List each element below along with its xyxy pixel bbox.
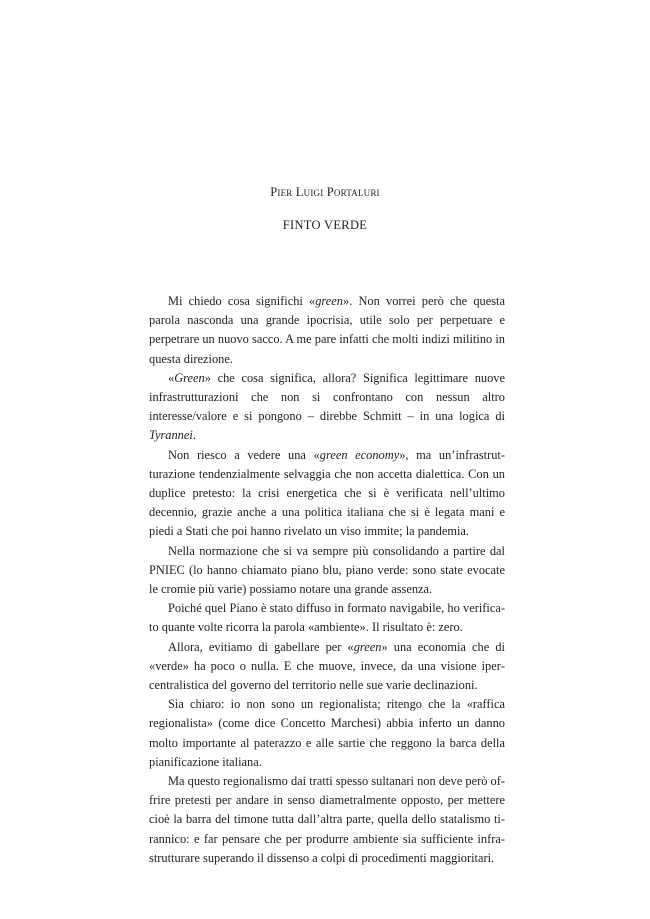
text-run: Non riesco a vedere una « — [168, 447, 320, 462]
italic-text: green — [315, 294, 343, 308]
article-body — [149, 292, 505, 868]
italic-text: green — [353, 639, 382, 654]
paragraph — [149, 446, 505, 542]
text-run: », ma un’infrastrutturazione tendenzialmente selvaggia che non accetta dialettica. Con un duplice pretesto: la crisi energetica che si è verificata nell’ultimo decennio, grazie anche a una politica italiana che si è legata mani e piedi a Stati che poi hanno rivelato un viso immite; la pandemia. — [149, 447, 506, 539]
author-name: Pier Luigi Portaluri — [270, 185, 380, 199]
article-title: FINTO VERDE — [282, 218, 368, 232]
text-run: Poiché quel Piano è stato diffuso in formato navigabile, ho verificato quante volte ricorra la parola «ambiente». Il risultato è: zero. — [149, 601, 505, 635]
italic-text: Green — [174, 370, 205, 385]
text-run: ». Non vorrei però che questa parola nasconda una grande ipocrisia, utile solo per perpetuare e perpetrare un nuovo sacco. A me pare infatti che molti indizi militino in questa direzione. — [149, 294, 505, 366]
paragraph — [149, 772, 505, 868]
italic-text: Tyrannei — [149, 428, 193, 443]
text-run: Ma questo regionalismo dai tratti spesso sultanari non deve però offrire pretesti per andare in senso diametralmente opposto, per mettere cioè la barra del timone tutta dall’altra parte, quella dello statalismo tirannico: e far pensare che per produrre ambiente sia sufficiente infrastrutturare superando il dissenso a colpi di procedimenti maggioritari. — [149, 774, 505, 865]
paragraph — [149, 292, 505, 369]
text-run: » una economia che di «verde» ha poco o nulla. E che muove, invece, da una visione ipercentralistica del governo del territorio nelle sue varie declinazioni. — [149, 639, 505, 693]
text-run: Allora, evitiamo di gabellare per « — [168, 639, 354, 654]
text-run: Mi chiedo cosa significhi « — [168, 294, 316, 308]
text-run: . — [192, 428, 196, 443]
paragraph — [149, 369, 505, 446]
text-run: Sia chiaro: io non sono un regionalista; ritengo che la «raffica regionalista» (come dice Concetto Marchesi) abbia inferto un danno molto importante al paterazzo e alle sartie che reggono la barca della pianificazione italiana. — [149, 697, 505, 769]
text-run: « — [168, 370, 175, 385]
italic-text: green economy — [319, 447, 400, 462]
paragraph — [149, 638, 505, 696]
paragraph — [149, 695, 505, 772]
text-run: Nella normazione che si va sempre più consolidando a partire dal PNIEC (lo hanno chiamato piano blu, piano verde: sono state evocate le cromie più varie) possiamo notare una grande assenza. — [149, 543, 505, 597]
paragraph — [149, 542, 505, 600]
text-run: » che cosa significa, allora? Significa legittimare nuove infrastrutturazioni che non si confrontano con nessun altro interesse/valore e si pongono – direbbe Schmitt – in una logica di — [149, 370, 505, 424]
paragraph — [149, 599, 505, 637]
